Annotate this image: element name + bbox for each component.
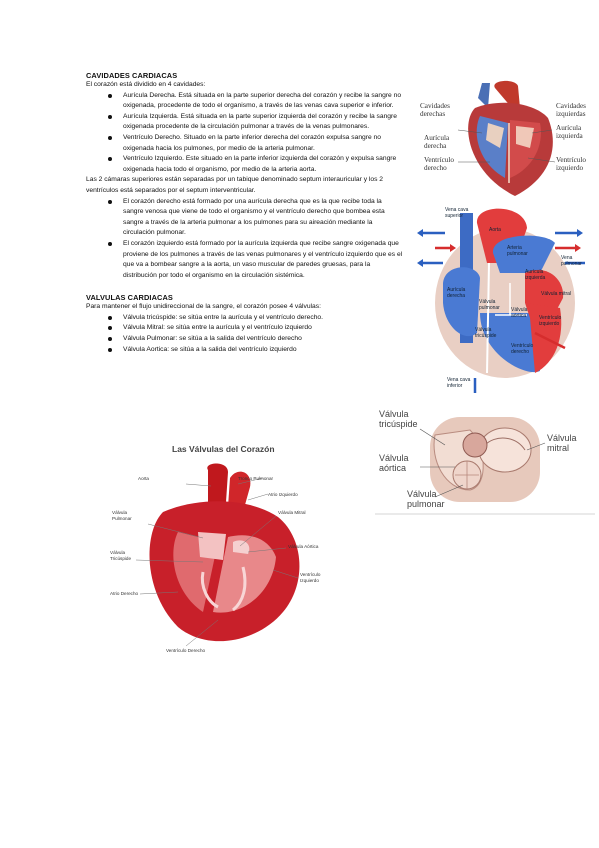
label-atrio-izquierdo: Atrio Izquierdo [268, 492, 298, 497]
label-aorta: Aorta [489, 227, 501, 233]
label-valvula-tricuspide: Válvula tricúspide [475, 327, 497, 339]
bullet-icon [108, 348, 112, 352]
figure-heart-circulation [415, 203, 590, 393]
septum-paragraph: Las 2 cámaras superiores están separadas por un tabique denominado septum interauricular y los 2 ventrículos está separados por el septum interventricular. [86, 176, 384, 194]
bullet-icon [108, 94, 112, 98]
label-auricula-izquierda: Aurícula izquierda [556, 124, 583, 140]
label-valvula-mitral: Válvula mitral [541, 291, 572, 297]
bullet-icon [108, 200, 112, 204]
cavities-list [123, 91, 403, 176]
label-arteria-pulmonar: Arteria pulmonar [507, 245, 528, 257]
figure-valvulas-del-corazon [108, 442, 348, 662]
label-ventriculo-derecho: Ventrículo Derecho [166, 648, 206, 653]
section-intro-cavidades: El corazón está dividido en 4 cavidades: [86, 81, 206, 88]
list-item: Aurícula Derecha. Está situada en la parte superior derecha del corazón y recibe la sangre no oxigenada, procedente de todo el organismo, a través de las venas cava superior e inferior. [123, 91, 403, 112]
label-vena-cava-superior: Vena cava superior [445, 207, 469, 219]
list-item: Válvula tricúspide: se sitúa entre la aurícula y el ventrículo derecho. [123, 313, 403, 324]
heart-sides-list [123, 197, 403, 282]
label-cavidades-derechas: Cavidades derechas [420, 102, 450, 118]
label-valvula-tricuspide: Válvula tricúspide [379, 409, 418, 429]
bullet-icon [108, 136, 112, 140]
bullet-icon [108, 242, 112, 246]
label-auricula-derecha: Aurícula derecha [424, 134, 450, 150]
label-auricula-izquierda: Aurícula izquierda [525, 269, 546, 281]
label-ventriculo-derecho: Ventrículo derecho [424, 156, 454, 172]
label-vena-cava-inferior: Vena cava inferior [447, 377, 471, 389]
list-item: Válvula Pulmonar: se sitúa a la salida del ventrículo derecho [123, 334, 403, 345]
bullet-icon [108, 337, 112, 341]
label-valvula-pulmonar: Válvula Pulmonar [112, 510, 132, 521]
label-valvula-mitral: Válvula mitral [547, 433, 577, 453]
label-tronco-pulmonar: Tronco Pulmonar [238, 476, 274, 481]
list-item: Ventrículo Derecho. Situado en la parte inferior derecha del corazón expulsa sangre no oxigenada hacia los pulmones, por medio de la arteria pulmonar. [123, 133, 403, 154]
label-aorta: Aorta [138, 476, 149, 481]
list-item: Válvula Mitral: se sitúa entre la aurícula y el ventrículo izquierdo [123, 323, 403, 334]
list-item: Válvula Aortica: se sitúa a la salida del ventrículo izquierdo [123, 345, 403, 356]
label-ventriculo-izquierdo: Ventrículo izquierdo [539, 315, 562, 327]
label-ventriculo-derecho: Ventrículo derecho [511, 343, 534, 355]
figure-heart-valves-top [375, 405, 595, 517]
label-valvula-aortica: Válvula aórtica [511, 307, 528, 319]
label-ventriculo-izquierdo: Ventrículo izquierdo [556, 156, 586, 172]
label-valvula-aortica: Válvula aórtica [379, 453, 409, 473]
bullet-icon [108, 326, 112, 330]
valves-list [123, 313, 403, 355]
label-valvula-tricuspide: Válvula Tricúspide [110, 550, 132, 561]
label-cavidades-izquierdas: Cavidades izquierdas [556, 102, 586, 118]
list-item: Aurícula Izquierda. Está situada en la parte superior izquierda del corazón y recibe la sangre oxigenada procedente de la circulación pulmonar a través de la venas pulmonares. [123, 112, 403, 133]
label-valvula-aortica: Válvula Aórtica [288, 544, 319, 549]
heart-circulation-illustration [415, 203, 590, 393]
bullet-icon [108, 316, 112, 320]
label-valvula-pulmonar: Válvula pulmonar [407, 489, 445, 509]
figure-title: Las Válvulas del Corazón [172, 444, 275, 454]
label-auricula-derecha: Aurícula derecha [447, 287, 466, 299]
label-valvula-pulmonar: Válvula pulmonar [479, 299, 500, 311]
section-title-valvulas: VALVULAS CARDIACAS [86, 293, 173, 303]
list-item: Ventrículo Izquierdo. Este situado en la parte inferior izquierda del corazón y expulsa sangre oxigenada hacia todo el organismo, por medio de la arteria aorta. [123, 154, 403, 175]
label-atrio-derecho: Atrio Derecho [110, 591, 139, 596]
bullet-icon [108, 157, 112, 161]
heart-valves-cutaway-illustration [108, 442, 348, 662]
label-ventriculo-izquierdo: Ventrículo Izquierdo [300, 572, 321, 583]
bullet-icon [108, 115, 112, 119]
list-item: El corazón izquierdo está formado por la aurícula izquierda que recibe sangre oxigenada que proviene de los pulmones a través de las venas pulmonares y el ventrículo izquierdo que es el que va a bombear sangre a la aorta, un vaso muscular de paredes gruesas, para la distribución por todo el organismo en la circulación sistémica. [123, 239, 403, 281]
list-item: El corazón derecho está formado por una aurícula derecha que es la que recibe toda la sangre venosa que viene de todo el organismo y el ventrículo derecho que bombea esta sangre a través de la arteria pulmonar a los pulmones para su aireación mediante la circulación pulmonar. [123, 197, 403, 239]
label-vena-pulmonar: Vena pulmonar [561, 255, 582, 267]
figure-heart-cavities [420, 78, 595, 200]
label-valvula-mitral: Válvula Mitral [278, 510, 306, 515]
section-title-cavidades: CAVIDADES CARDIACAS [86, 71, 178, 80]
text-column [86, 71, 411, 355]
section-intro-valvulas: Para mantener el flujo unidireccional de la sangre, el corazón posee 4 válvulas: [86, 303, 321, 311]
